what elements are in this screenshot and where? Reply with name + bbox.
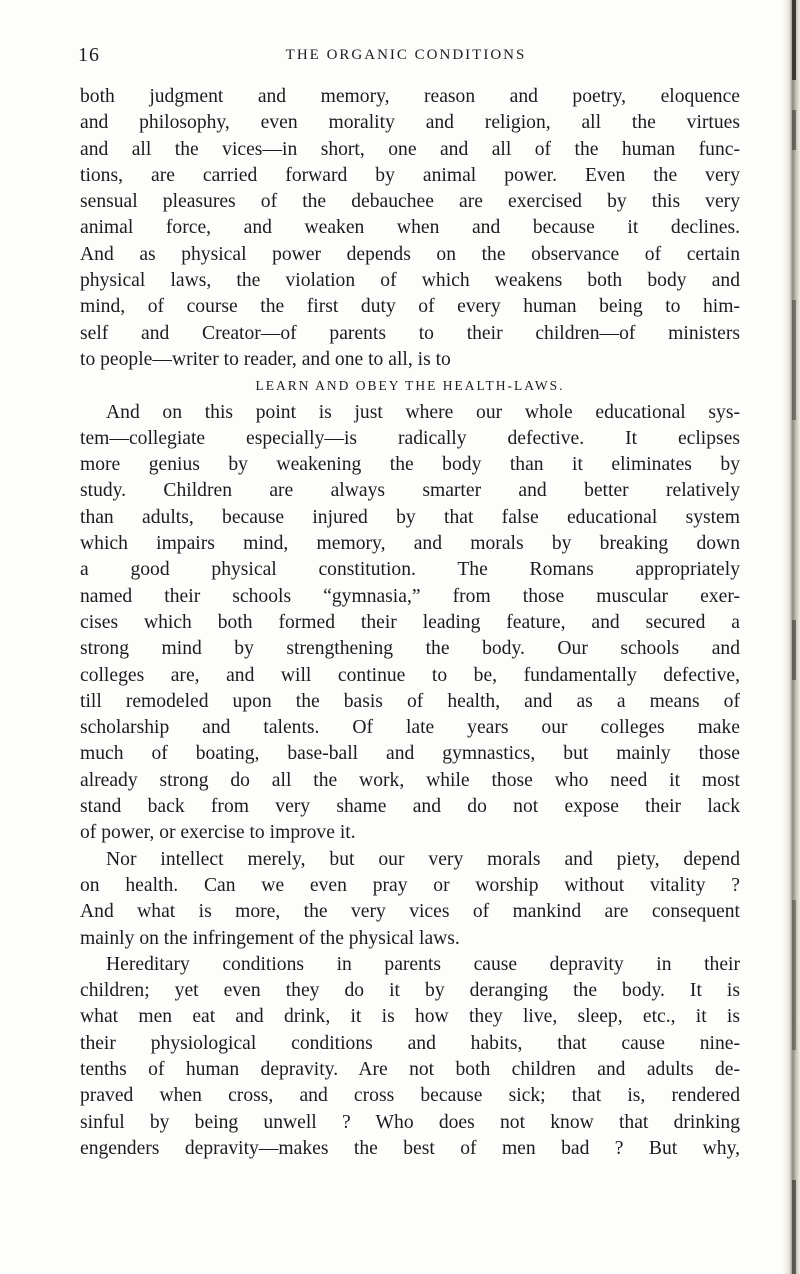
small-caps-heading: LEARN AND OBEY THE HEALTH-LAWS. <box>255 378 565 394</box>
text-line: study. Children are always smarter and better relatively <box>80 480 740 502</box>
text-line: what men eat and drink, it is how they live, sleep, etc., it is <box>80 1006 740 1028</box>
body-text <box>80 84 740 1162</box>
text-line: self and Creator—of parents to their children—of ministers <box>80 322 740 344</box>
text-line: named their schools “gymnasia,” from those muscular exer- <box>80 585 740 607</box>
edge-mark <box>792 0 796 80</box>
text-line: and all the vices—in short, one and all of the human func- <box>80 138 740 160</box>
edge-mark <box>792 300 796 420</box>
page-edge-shadow <box>782 0 800 1274</box>
text-line: stand back from very shame and do not expose their lack <box>80 796 740 818</box>
text-line: a good physical constitution. The Romans appropriately <box>80 559 740 581</box>
text-line: And on this point is just where our whole educational sys- <box>106 401 740 423</box>
text-line: And as physical power depends on the observance of certain <box>80 243 740 265</box>
text-line: on health. Can we even pray or worship without vitality ? <box>80 874 740 896</box>
text-line: sinful by being unwell ? Who does not know that drinking <box>80 1111 740 1133</box>
text-line: Hereditary conditions in parents cause depravity in their <box>106 953 740 975</box>
text-line: children; yet even they do it by deranging the body. It is <box>80 980 740 1002</box>
text-line: mind, of course the first duty of every human being to him- <box>80 296 740 318</box>
text-line: tem—collegiate especially—is radically defective. It eclipses <box>80 427 740 449</box>
text-line: much of boating, base-ball and gymnastics, but mainly those <box>80 743 740 765</box>
text-line: tenths of human depravity. Are not both children and adults de- <box>80 1058 740 1080</box>
text-line: colleges are, and will continue to be, fundamentally defective, <box>80 664 740 686</box>
text-line: praved when cross, and cross because sick; that is, rendered <box>80 1085 740 1107</box>
text-line: And what is more, the very vices of mankind are consequent <box>80 901 740 923</box>
text-line: and philosophy, even morality and religion, all the virtues <box>80 112 740 134</box>
page-number: 16 <box>78 44 100 66</box>
text-line: tions, are carried forward by animal power. Even the very <box>80 164 740 186</box>
text-line: Nor intellect merely, but our very morals and piety, depend <box>106 848 740 870</box>
text-line: both judgment and memory, reason and poetry, eloquence <box>80 86 740 107</box>
text-line: scholarship and talents. Of late years our colleges make <box>80 717 740 739</box>
edge-mark <box>792 620 796 680</box>
text-line: till remodeled upon the basis of health, and as a means of <box>80 690 740 712</box>
text-line: to people—writer to reader, and one to all, is to <box>80 348 451 370</box>
page-header <box>66 44 746 74</box>
text-line: which impairs mind, memory, and morals by breaking down <box>80 533 740 555</box>
text-line: of power, or exercise to improve it. <box>80 822 356 844</box>
text-line: already strong do all the work, while those who need it most <box>80 769 740 791</box>
text-line: animal force, and weaken when and because it declines. <box>80 217 740 239</box>
text-line: physical laws, the violation of which weakens both body and <box>80 270 740 292</box>
text-line: more genius by weakening the body than it eliminates by <box>80 454 740 476</box>
text-line: engenders depravity—makes the best of men bad ? But why, <box>80 1137 740 1159</box>
text-line: sensual pleasures of the debauchee are exercised by this very <box>80 191 740 213</box>
text-line: their physiological conditions and habits, that cause nine- <box>80 1032 740 1054</box>
edge-mark <box>792 1180 796 1274</box>
text-line: than adults, because injured by that false educational system <box>80 506 740 528</box>
edge-mark <box>792 110 796 150</box>
running-head: THE ORGANIC CONDITIONS <box>285 47 527 63</box>
edge-mark <box>792 900 796 1050</box>
text-line: strong mind by strengthening the body. Our schools and <box>80 638 740 660</box>
text-line: cises which both formed their leading feature, and secured a <box>80 611 740 633</box>
text-line: mainly on the infringement of the physical laws. <box>80 927 460 949</box>
